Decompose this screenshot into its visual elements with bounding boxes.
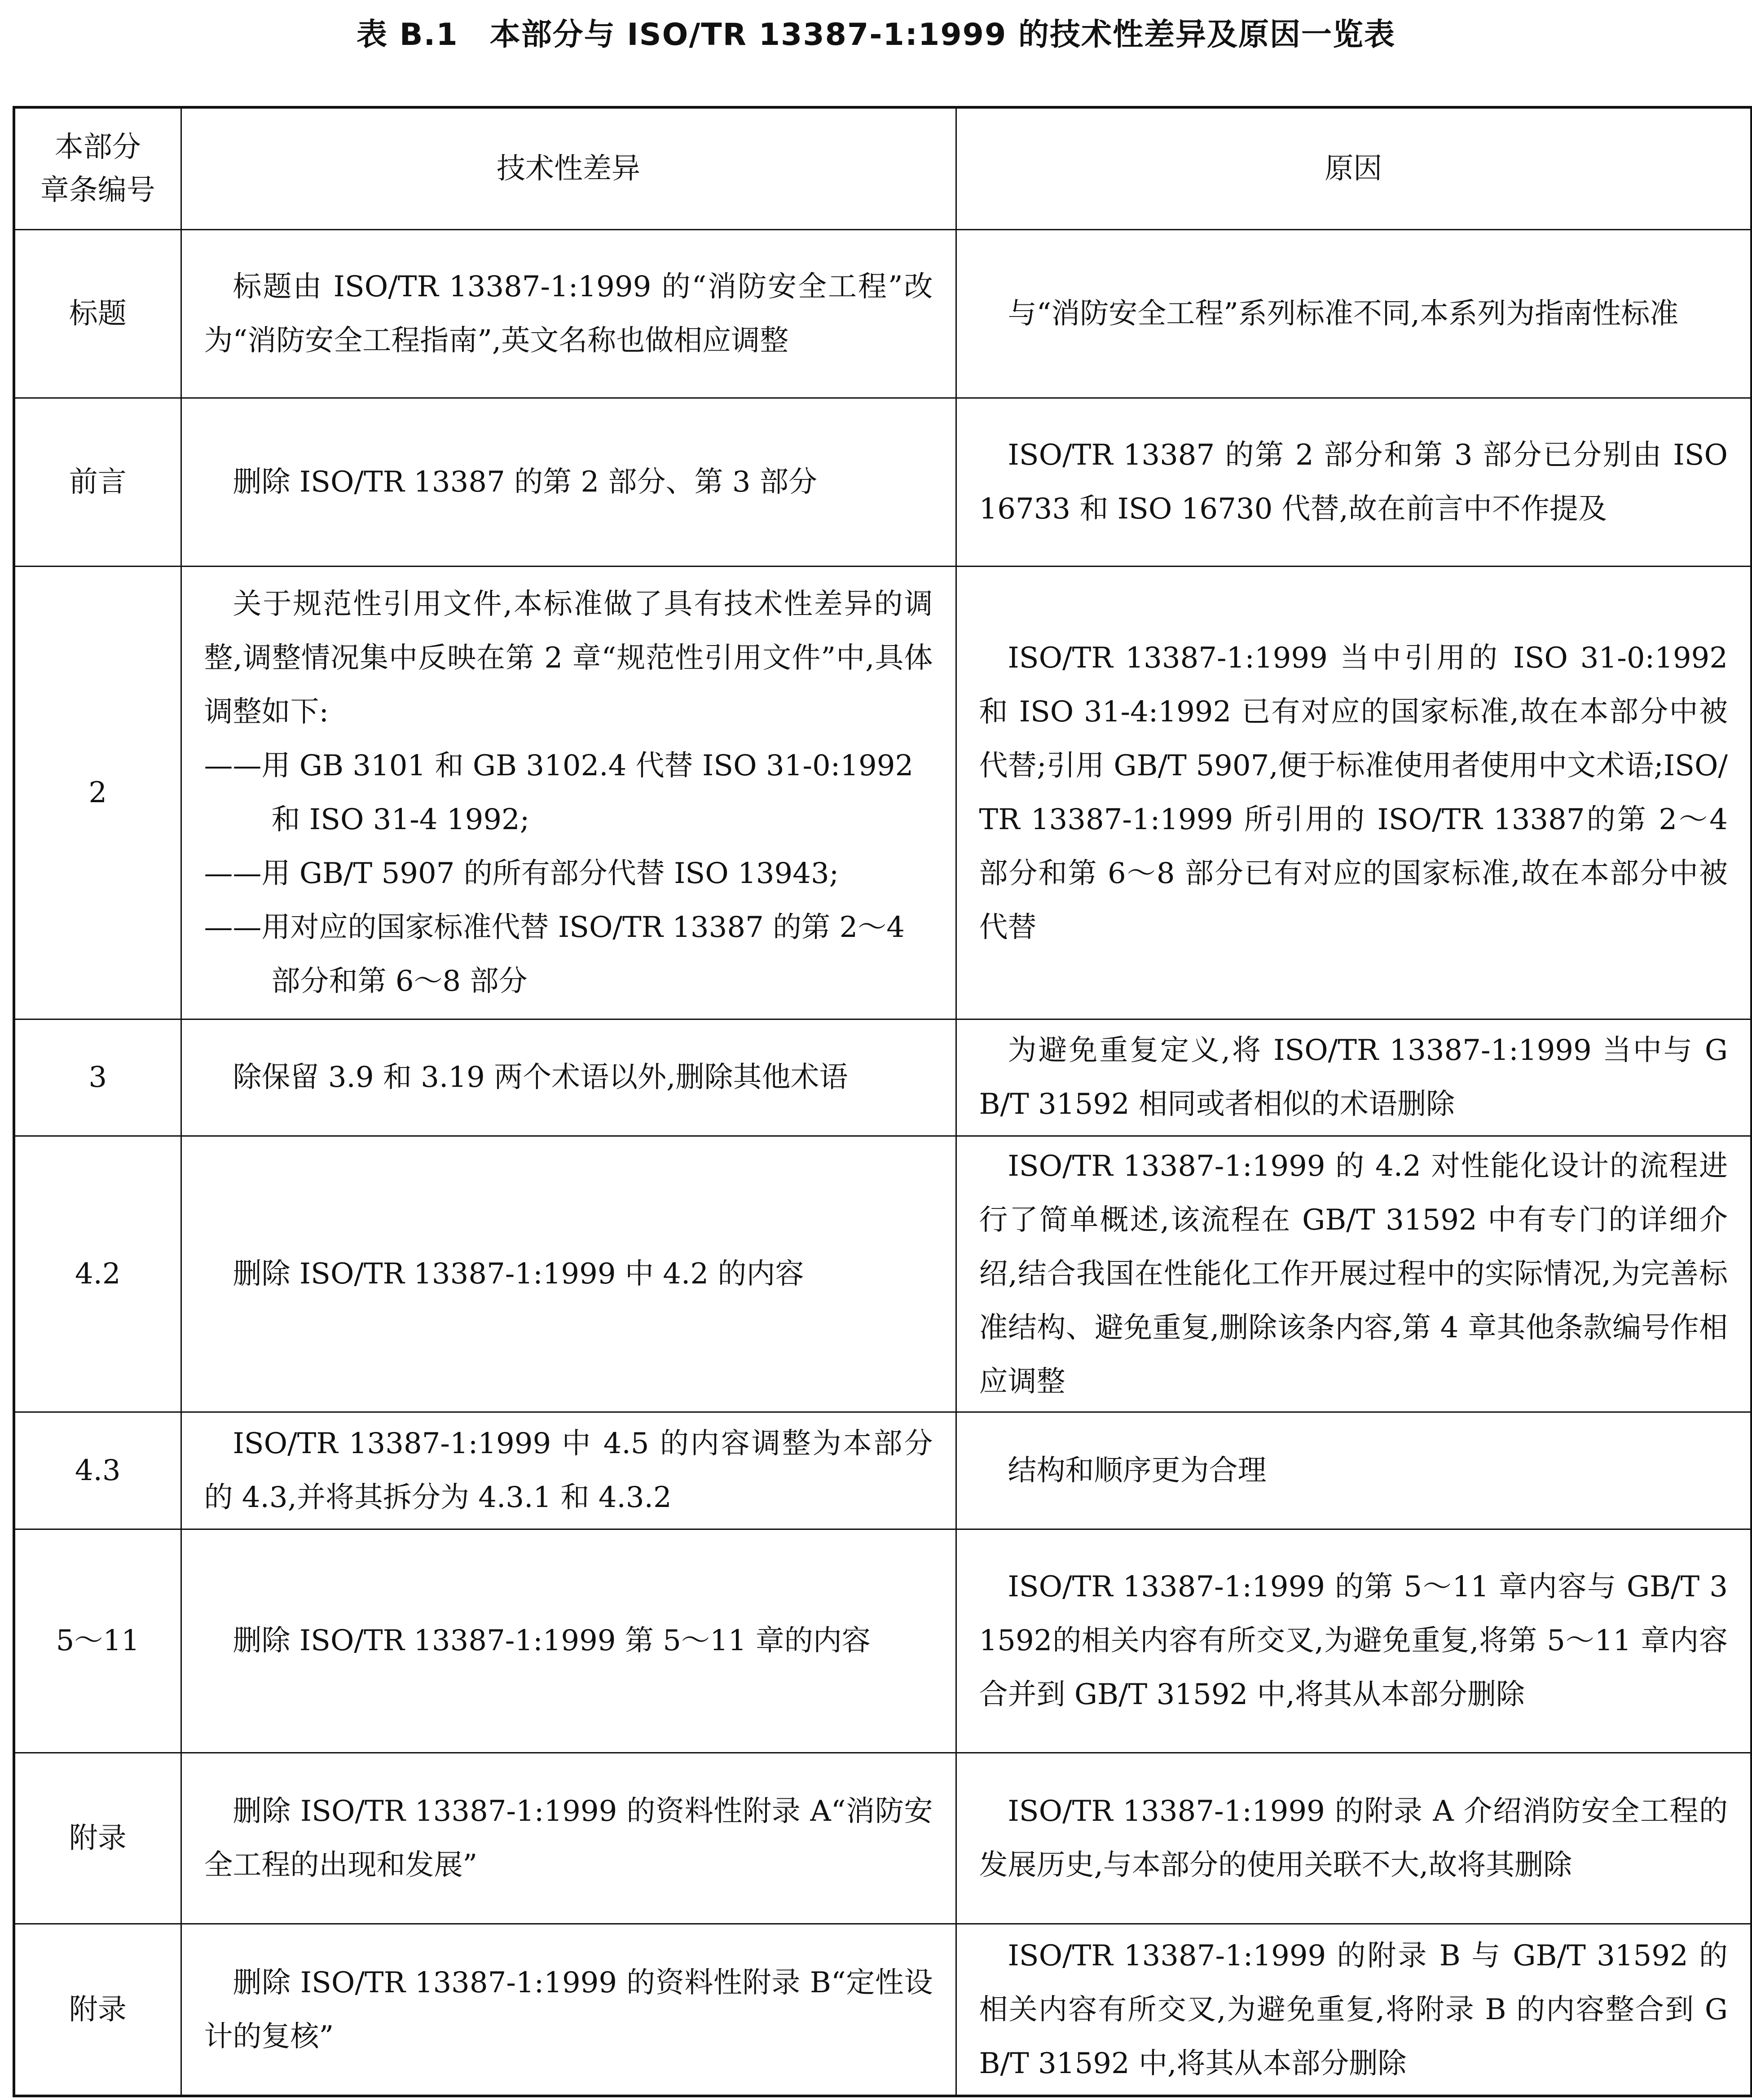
reason-cell: ISO/TR 13387-1:1999 的第 5～11 章内容与 GB/T 31592的相关内容有所交叉,为避免重复,将第 5～11 章内容合并到 GB/T 31592 中,将其从本部分删除 (956, 1529, 1752, 1753)
section-number-cell: 5～11 (14, 1529, 181, 1753)
page-title: 表 B.1 本部分与 ISO/TR 13387-1:1999 的技术性差异及原因一览表 (357, 17, 1395, 53)
difference-list-item: ——用 GB/T 5907 的所有部分代替 ISO 13943; (204, 857, 839, 891)
difference-list-item: ——用对应的国家标准代替 ISO/TR 13387 的第 2～4 部分和第 6～8 部分 (204, 911, 905, 998)
table-row (14, 1136, 1752, 1412)
table-row (14, 398, 1752, 567)
section-number-cell: 2 (14, 567, 181, 1019)
difference-list-item: ——用 GB 3101 和 GB 3102.4 代替 ISO 31-0:1992 和 ISO 31-4 1992; (204, 749, 914, 837)
header-section-number: 本部分 章条编号 (14, 107, 181, 229)
table-row (14, 1412, 1752, 1529)
table-header-row (14, 107, 1752, 229)
header-reason: 原因 (956, 107, 1752, 229)
reason-cell: ISO/TR 13387-1:1999 的附录 B 与 GB/T 31592 的相关内容有所交叉,为避免重复,将附录 B 的内容整合到 GB/T 31592 中,将其从本部分删除 (956, 1924, 1752, 2096)
section-number-cell: 3 (14, 1019, 181, 1136)
table-row (14, 1019, 1752, 1136)
reason-cell: ISO/TR 13387-1:1999 当中引用的 ISO 31-0:1992 和 ISO 31-4:1992 已有对应的国家标准,故在本部分中被代替;引用 GB/T 5907,便于标准使用者使用中文术语;ISO/TR 13387-1:1999 所引用的 ISO/TR 13387的第 2～4 部分和第 6～8 部分已有对应的国家标准,故在本部分中被代替 (956, 567, 1752, 1019)
table-row (14, 567, 1752, 1019)
table-row (14, 1753, 1752, 1924)
table-row (14, 1924, 1752, 2096)
section-number-cell: 前言 (14, 398, 181, 567)
technical-differences-table (13, 106, 1752, 2097)
section-number-cell: 附录 (14, 1753, 181, 1924)
section-number-cell: 4.2 (14, 1136, 181, 1412)
difference-cell (181, 567, 956, 1019)
difference-cell: 删除 ISO/TR 13387-1:1999 的资料性附录 A“消防安全工程的出现和发展” (181, 1753, 956, 1924)
difference-cell: ISO/TR 13387-1:1999 中 4.5 的内容调整为本部分的 4.3,并将其拆分为 4.3.1 和 4.3.2 (181, 1412, 956, 1529)
difference-cell: 除保留 3.9 和 3.19 两个术语以外,删除其他术语 (181, 1019, 956, 1136)
reason-cell: 为避免重复定义,将 ISO/TR 13387-1:1999 当中与 GB/T 31592 相同或者相似的术语删除 (956, 1019, 1752, 1136)
difference-cell: 删除 ISO/TR 13387-1:1999 第 5～11 章的内容 (181, 1529, 956, 1753)
section-number-cell: 4.3 (14, 1412, 181, 1529)
section-number-cell: 标题 (14, 229, 181, 398)
reason-cell: ISO/TR 13387 的第 2 部分和第 3 部分已分别由 ISO 16733 和 ISO 16730 代替,故在前言中不作提及 (956, 398, 1752, 567)
table-row (14, 1529, 1752, 1753)
difference-cell: 删除 ISO/TR 13387 的第 2 部分、第 3 部分 (181, 398, 956, 567)
difference-cell: 标题由 ISO/TR 13387-1:1999 的“消防安全工程”改为“消防安全工程指南”,英文名称也做相应调整 (181, 229, 956, 398)
header-technical-difference: 技术性差异 (181, 107, 956, 229)
difference-cell: 删除 ISO/TR 13387-1:1999 中 4.2 的内容 (181, 1136, 956, 1412)
section-number-cell: 附录 (14, 1924, 181, 2096)
reason-cell: 与“消防安全工程”系列标准不同,本系列为指南性标准 (956, 229, 1752, 398)
difference-cell: 删除 ISO/TR 13387-1:1999 的资料性附录 B“定性设计的复核” (181, 1924, 956, 2096)
table-row (14, 229, 1752, 398)
difference-intro: 关于规范性引用文件,本标准做了具有技术性差异的调整,调整情况集中反映在第 2 章“规范性引用文件”中,具体调整如下: (204, 588, 933, 729)
reason-cell: ISO/TR 13387-1:1999 的 4.2 对性能化设计的流程进行了简单概述,该流程在 GB/T 31592 中有专门的详细介绍,结合我国在性能化工作开展过程中的实际情况,为完善标准结构、避免重复,删除该条内容,第 4 章其他条款编号作相应调整 (956, 1136, 1752, 1412)
reason-cell: ISO/TR 13387-1:1999 的附录 A 介绍消防安全工程的发展历史,与本部分的使用关联不大,故将其删除 (956, 1753, 1752, 1924)
reason-cell: 结构和顺序更为合理 (956, 1412, 1752, 1529)
